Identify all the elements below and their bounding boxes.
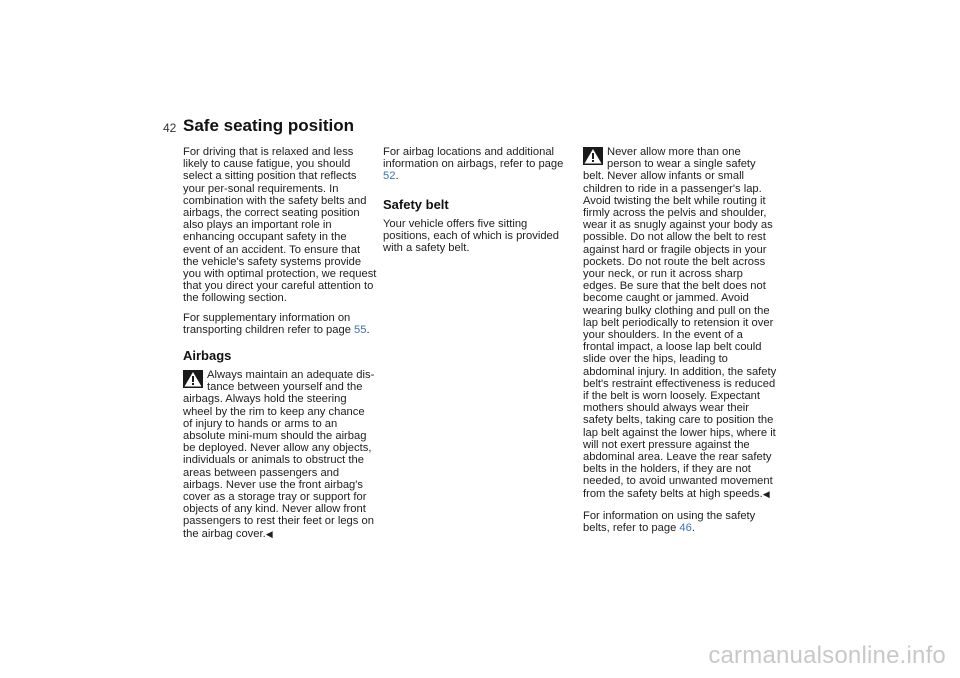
airbag-reference	[383, 146, 577, 183]
airbags-warning	[183, 369, 377, 540]
column-3	[583, 146, 777, 541]
column-2	[383, 146, 577, 261]
warning-triangle-icon	[583, 147, 603, 165]
page-link-52[interactable]: 52	[383, 170, 396, 183]
children-reference-end: .	[366, 323, 370, 336]
warning-triangle-icon	[183, 370, 203, 388]
page-number: 42	[163, 121, 177, 135]
page-link-46[interactable]: 46	[679, 522, 692, 535]
intro-paragraph: For driving that is relaxed and less likely to cause fatigue, you should select a sitting position that reflects your per-sonal requirements. In combination with the safety belts and airbags, the correct seating position also plays an important role in enhancing occupant safety in the event of an accident. To ensure that the vehicle's safety systems provide you with optimal protection, we request that you direct your careful attention to the following section.	[183, 146, 377, 305]
page-title: Safe seating position	[183, 116, 354, 135]
safety-belt-warning	[583, 146, 777, 500]
safety-belt-reference-end: .	[691, 522, 695, 535]
children-reference	[183, 312, 377, 336]
airbag-reference-end: .	[395, 170, 399, 183]
safety-belt-warning-text: Never allow more than one person to wear a single safety belt. Never allow infants or small children to ride in a passenger's lap. Avoid twisting the belt while routing it firmly across the pelvis and shoulder, wear it as snugly against your body as possible. Do not allow the belt to rest against hard or fragile objects in your pockets. Do not route the belt across your neck, or run it across sharp edges. Be sure that the belt does not become caught or jammed. Avoid wearing bulky clothing and pull on the lap belt periodically to retension it over your shoulders. In the event of a frontal impact, a loose lap belt could slide over the hips, leading to abdominal injury. In addition, the safety belt's restraint effectiveness is reduced if the belt is worn loosely. Expectant mothers should always wear their safety belts, taking care to position the lap belt against the lower hips, where it will not exert pressure against the abdominal area. Leave the rear safety belts in the holders, if they are not needed, to avoid unwanted movement from the safety belts at high speeds.	[583, 146, 777, 500]
column-1	[183, 146, 377, 547]
children-reference-text: For supplementary information on transporting children refer to page	[183, 311, 355, 336]
page-link-55[interactable]: 55	[354, 323, 367, 336]
airbags-warning-text: Always maintain an adequate dis-tance between yourself and the airbags. Always hold the steering wheel by the rim to keep any chance of injury to hands or arms to an absolute mini-mum should the airbag be deployed. Never allow any objects, individuals or animals to obstruct the areas between passengers and airbags. Never use the front airbag's cover as a storage tray or support for objects of any kind. Never allow front passengers to rest their feet or legs on the airbag cover.	[183, 369, 375, 540]
safety-belt-reference	[583, 510, 777, 534]
safety-belt-reference-text: For information on using the safety belts, refer to page	[583, 509, 756, 535]
safety-belt-heading: Safety belt	[383, 196, 449, 212]
watermark: carmanualsonline.info	[708, 642, 946, 669]
end-mark-icon: ◀	[265, 528, 273, 539]
airbag-reference-text: For airbag locations and additional information on airbags, refer to page	[383, 146, 564, 171]
airbags-heading: Airbags	[183, 348, 232, 364]
safety-belt-intro: Your vehicle offers five sitting positions, each of which is provided with a safety belt.	[383, 217, 559, 255]
end-mark-icon: ◀	[762, 488, 770, 499]
